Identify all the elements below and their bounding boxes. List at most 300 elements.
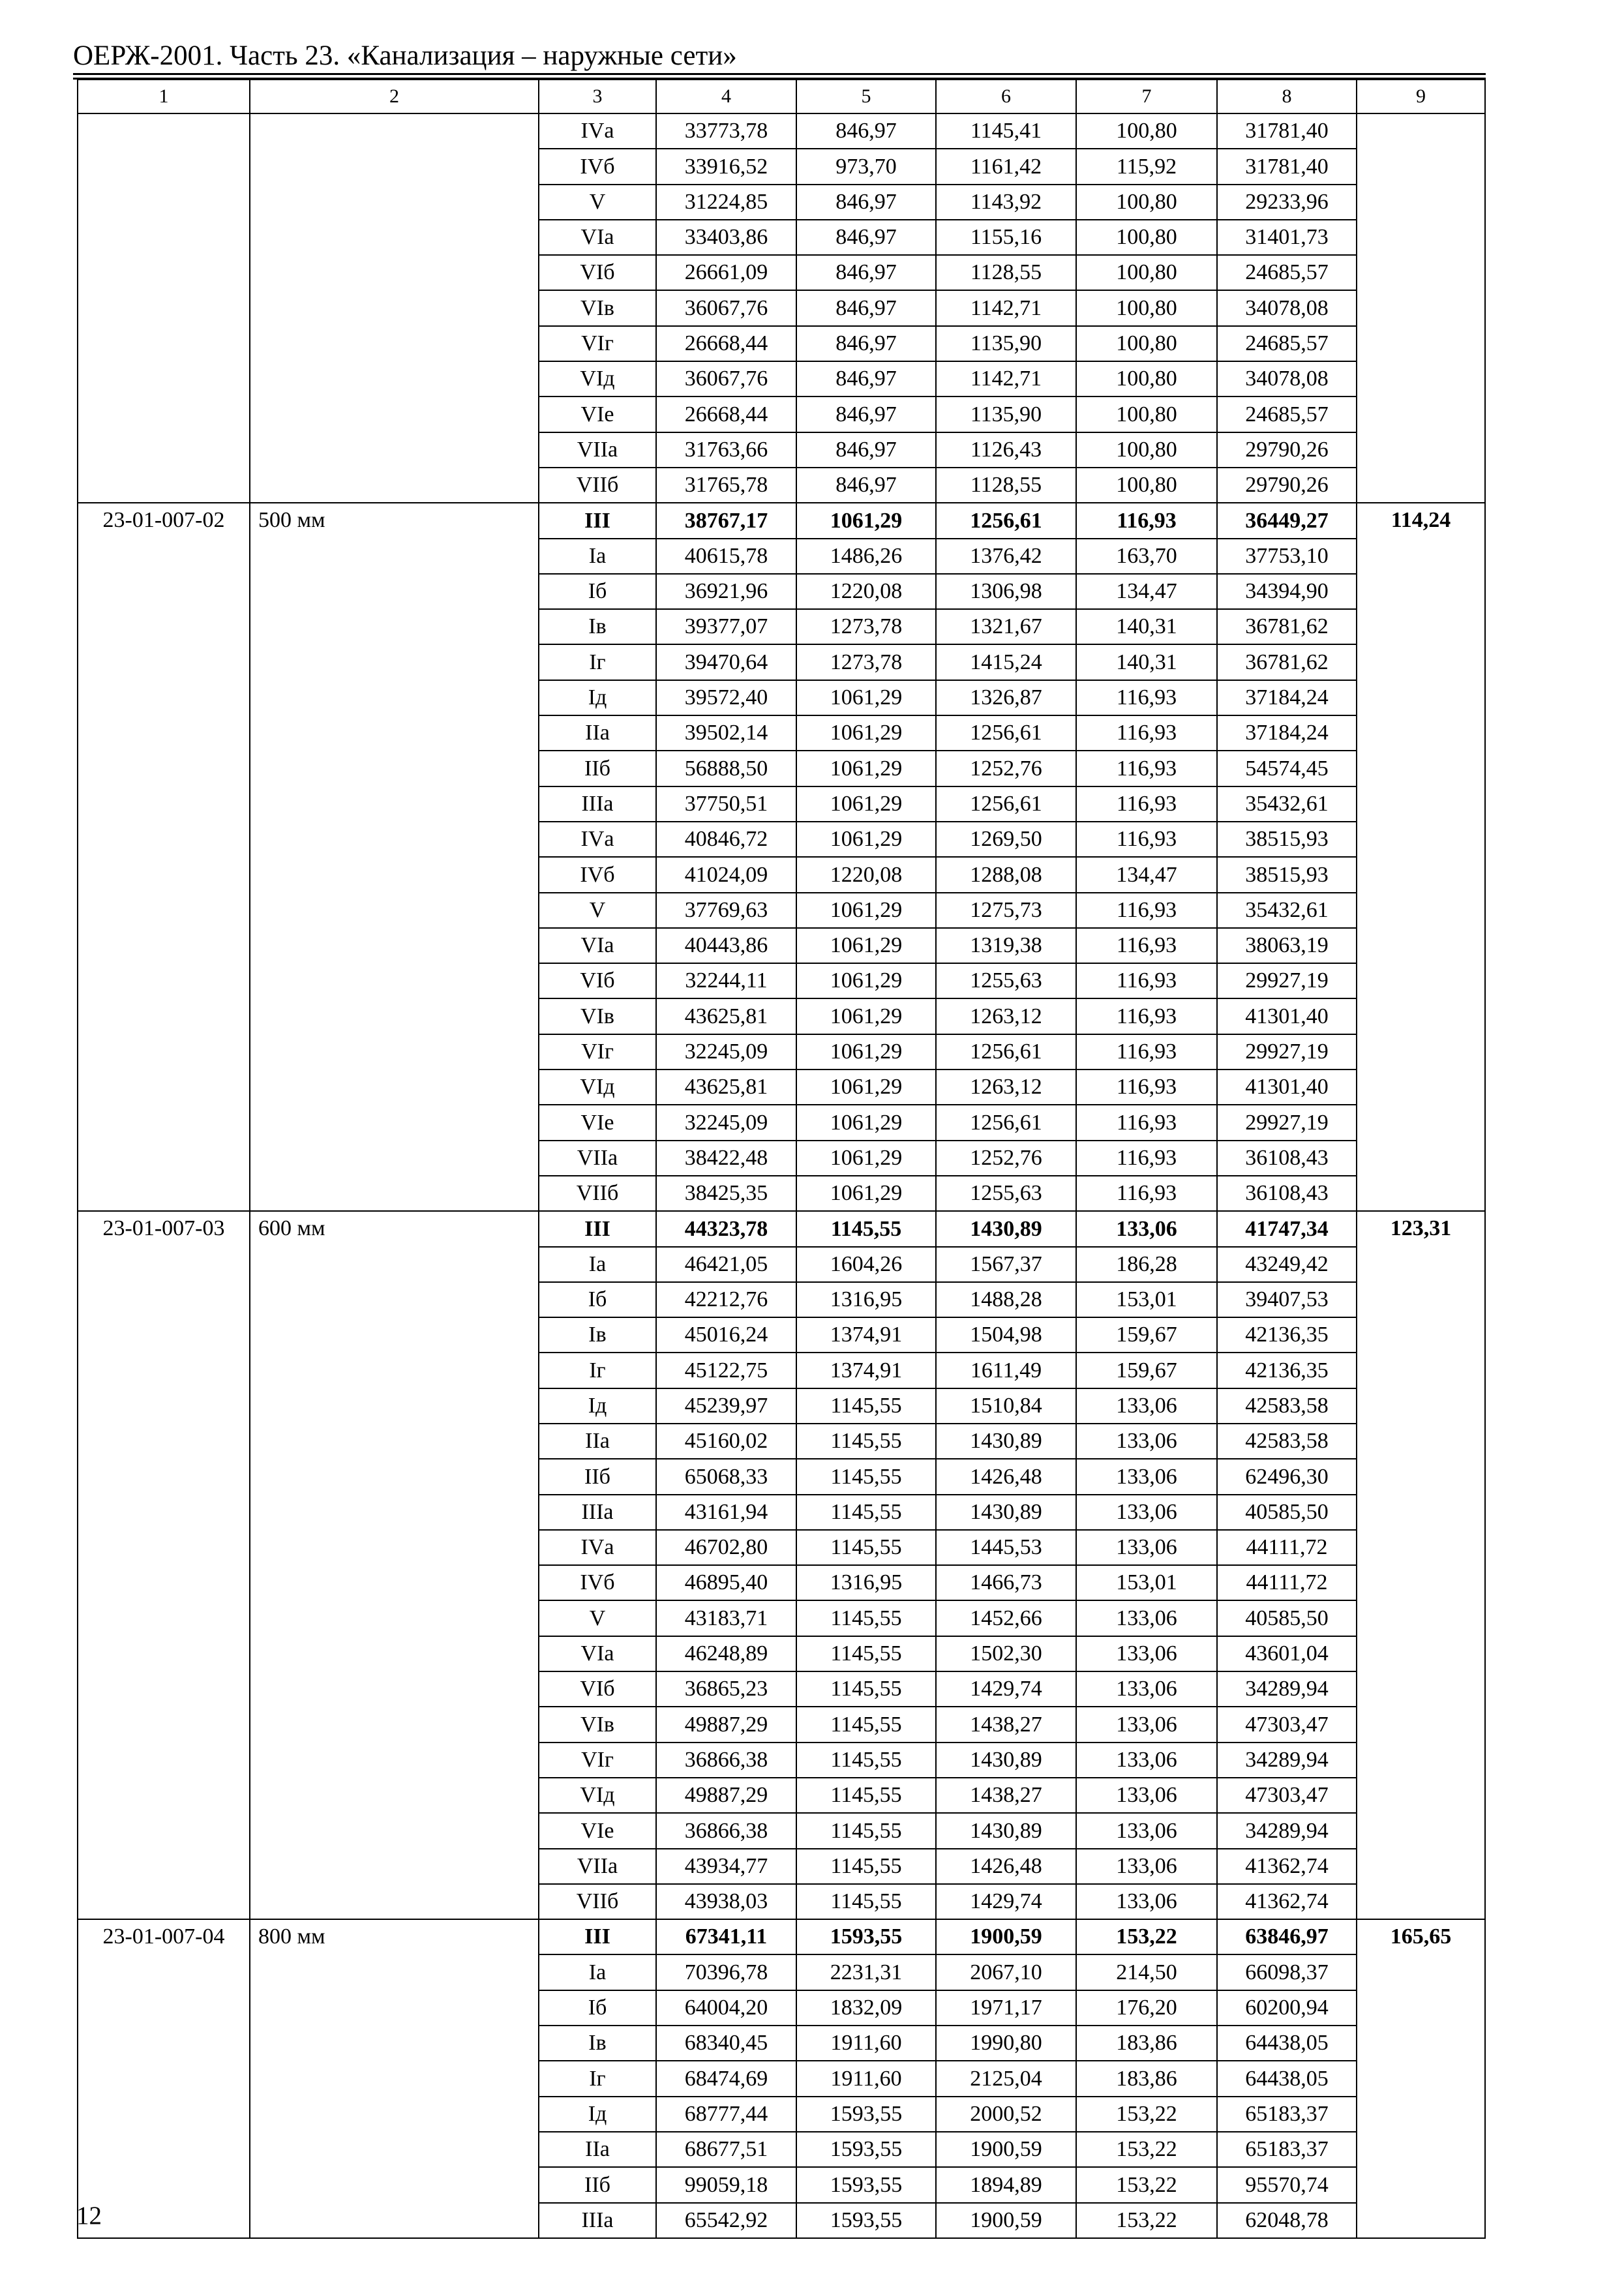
row-value-col4: 39502,14 — [656, 715, 796, 751]
row-value-col8: 31781,40 — [1217, 149, 1357, 184]
column-header: 4 — [656, 80, 796, 113]
row-value-col4: 43938,03 — [656, 1884, 796, 1919]
row-value-col5: 1061,29 — [796, 1141, 936, 1176]
row-value-col5: 1145,55 — [796, 1424, 936, 1459]
row-value-col6: 1376,42 — [936, 539, 1076, 574]
row-category: VIе — [539, 1105, 656, 1140]
row-value-col6: 1306,98 — [936, 574, 1076, 609]
row-value-col6: 2125,04 — [936, 2061, 1076, 2096]
row-category: VIг — [539, 1743, 656, 1778]
column-header: 7 — [1076, 80, 1217, 113]
column-header: 2 — [250, 80, 539, 113]
row-value-col5: 1061,29 — [796, 1034, 936, 1070]
rate-code: 23-01-007-02 — [78, 503, 250, 1211]
row-value-col5: 1145,55 — [796, 1813, 936, 1848]
row-value-col7: 153,22 — [1076, 1919, 1217, 1954]
row-value-col5: 846,97 — [796, 220, 936, 255]
row-value-col4: 45160,02 — [656, 1424, 796, 1459]
column-header: 1 — [78, 80, 250, 113]
rate-code: 23-01-007-03 — [78, 1211, 250, 1919]
row-value-col4: 32245,09 — [656, 1105, 796, 1140]
row-value-col5: 1316,95 — [796, 1282, 936, 1317]
page-number: 12 — [76, 2202, 102, 2230]
row-category: IVа — [539, 1530, 656, 1565]
row-category: IIIа — [539, 1495, 656, 1530]
row-value-col8: 64438,05 — [1217, 2061, 1357, 2096]
labor-cost: 165,65 — [1357, 1919, 1485, 2238]
row-value-col5: 846,97 — [796, 185, 936, 220]
row-category: Iд — [539, 1388, 656, 1424]
row-value-col5: 1316,95 — [796, 1565, 936, 1600]
row-value-col7: 116,93 — [1076, 715, 1217, 751]
row-category: III — [539, 503, 656, 538]
row-value-col6: 1430,89 — [936, 1813, 1076, 1848]
row-value-col6: 1426,48 — [936, 1849, 1076, 1884]
row-value-col5: 1145,55 — [796, 1707, 936, 1742]
table-row — [78, 113, 1485, 149]
table-row — [78, 1211, 1485, 1246]
labor-cost — [1357, 113, 1485, 503]
row-value-col7: 134,47 — [1076, 574, 1217, 609]
row-value-col4: 32245,09 — [656, 1034, 796, 1070]
row-value-col6: 1256,61 — [936, 503, 1076, 538]
row-value-col6: 1256,61 — [936, 715, 1076, 751]
row-value-col4: 49887,29 — [656, 1778, 796, 1813]
row-value-col5: 1911,60 — [796, 2026, 936, 2061]
row-value-col6: 1142,71 — [936, 361, 1076, 396]
row-value-col8: 43601,04 — [1217, 1636, 1357, 1671]
row-value-col7: 116,93 — [1076, 503, 1217, 538]
row-value-col5: 846,97 — [796, 290, 936, 325]
row-value-col8: 34289,94 — [1217, 1813, 1357, 1848]
row-value-col5: 1061,29 — [796, 1070, 936, 1105]
row-value-col8: 34078,08 — [1217, 290, 1357, 325]
column-header: 9 — [1357, 80, 1485, 113]
row-value-col6: 1143,92 — [936, 185, 1076, 220]
row-value-col6: 1288,08 — [936, 857, 1076, 892]
row-value-col8: 31401,73 — [1217, 220, 1357, 255]
row-value-col8: 29790,26 — [1217, 468, 1357, 503]
row-category: VIIб — [539, 468, 656, 503]
row-value-col7: 133,06 — [1076, 1424, 1217, 1459]
row-category: VIг — [539, 326, 656, 361]
row-value-col7: 159,67 — [1076, 1353, 1217, 1388]
row-value-col7: 133,06 — [1076, 1884, 1217, 1919]
row-category: VIв — [539, 998, 656, 1034]
row-value-col4: 37769,63 — [656, 893, 796, 928]
row-value-col5: 1832,09 — [796, 1990, 936, 2026]
row-value-col8: 34289,94 — [1217, 1743, 1357, 1778]
row-value-col4: 26668,44 — [656, 326, 796, 361]
row-value-col5: 846,97 — [796, 326, 936, 361]
row-value-col6: 1611,49 — [936, 1353, 1076, 1388]
row-value-col6: 1510,84 — [936, 1388, 1076, 1424]
row-value-col4: 40615,78 — [656, 539, 796, 574]
row-value-col4: 43625,81 — [656, 1070, 796, 1105]
row-value-col5: 2231,31 — [796, 1954, 936, 1990]
row-category: Iв — [539, 609, 656, 644]
row-category: IIIа — [539, 2203, 656, 2238]
row-value-col6: 2067,10 — [936, 1954, 1076, 1990]
row-value-col8: 37753,10 — [1217, 539, 1357, 574]
row-value-col6: 1263,12 — [936, 1070, 1076, 1105]
row-value-col8: 41301,40 — [1217, 1070, 1357, 1105]
column-header: 6 — [936, 80, 1076, 113]
row-value-col7: 140,31 — [1076, 609, 1217, 644]
row-category: Iб — [539, 1990, 656, 2026]
pipe-diameter: 600 мм — [250, 1211, 539, 1919]
row-value-col4: 31765,78 — [656, 468, 796, 503]
row-value-col5: 846,97 — [796, 113, 936, 149]
row-value-col7: 159,67 — [1076, 1317, 1217, 1353]
row-value-col6: 1429,74 — [936, 1884, 1076, 1919]
row-value-col6: 1326,87 — [936, 680, 1076, 715]
row-value-col7: 133,06 — [1076, 1813, 1217, 1848]
row-value-col5: 846,97 — [796, 361, 936, 396]
row-value-col4: 39470,64 — [656, 644, 796, 680]
row-value-col4: 68677,51 — [656, 2132, 796, 2167]
row-value-col7: 100,80 — [1076, 468, 1217, 503]
row-category: VIд — [539, 361, 656, 396]
table-row — [78, 503, 1485, 538]
row-category: IVа — [539, 822, 656, 857]
row-category: Iг — [539, 1353, 656, 1388]
row-value-col7: 153,22 — [1076, 2097, 1217, 2132]
row-value-col7: 153,22 — [1076, 2132, 1217, 2167]
row-value-col4: 36921,96 — [656, 574, 796, 609]
row-value-col7: 116,93 — [1076, 1034, 1217, 1070]
row-value-col6: 1319,38 — [936, 928, 1076, 963]
row-value-col5: 1061,29 — [796, 893, 936, 928]
row-value-col7: 133,06 — [1076, 1778, 1217, 1813]
row-value-col8: 47303,47 — [1217, 1707, 1357, 1742]
row-category: IVб — [539, 857, 656, 892]
row-value-col8: 66098,37 — [1217, 1954, 1357, 1990]
row-value-col8: 24685,57 — [1217, 255, 1357, 290]
row-value-col8: 35432,61 — [1217, 893, 1357, 928]
row-value-col5: 1061,29 — [796, 680, 936, 715]
row-value-col4: 65068,33 — [656, 1459, 796, 1494]
row-value-col5: 1145,55 — [796, 1600, 936, 1636]
row-value-col6: 1255,63 — [936, 963, 1076, 998]
row-value-col5: 1911,60 — [796, 2061, 936, 2096]
row-value-col6: 1429,74 — [936, 1671, 1076, 1707]
row-value-col6: 1438,27 — [936, 1707, 1076, 1742]
row-value-col4: 70396,78 — [656, 1954, 796, 1990]
row-value-col8: 60200,94 — [1217, 1990, 1357, 2026]
row-category: Iа — [539, 1247, 656, 1282]
row-value-col6: 1415,24 — [936, 644, 1076, 680]
row-value-col7: 100,80 — [1076, 290, 1217, 325]
row-value-col8: 36108,43 — [1217, 1141, 1357, 1176]
row-value-col4: 38767,17 — [656, 503, 796, 538]
row-category: IVа — [539, 113, 656, 149]
row-value-col5: 1604,26 — [796, 1247, 936, 1282]
row-value-col6: 1426,48 — [936, 1459, 1076, 1494]
row-category: III — [539, 1211, 656, 1246]
row-value-col8: 54574,45 — [1217, 751, 1357, 786]
table-row — [78, 1919, 1485, 1954]
row-value-col4: 36067,76 — [656, 361, 796, 396]
row-value-col8: 41362,74 — [1217, 1849, 1357, 1884]
row-value-col6: 1269,50 — [936, 822, 1076, 857]
row-value-col4: 39572,40 — [656, 680, 796, 715]
row-value-col8: 29927,19 — [1217, 1034, 1357, 1070]
row-value-col7: 133,06 — [1076, 1707, 1217, 1742]
row-category: VIв — [539, 290, 656, 325]
row-value-col4: 64004,20 — [656, 1990, 796, 2026]
row-category: Iд — [539, 680, 656, 715]
row-value-col5: 1145,55 — [796, 1495, 936, 1530]
row-value-col8: 37184,24 — [1217, 680, 1357, 715]
row-value-col5: 1593,55 — [796, 2097, 936, 2132]
row-value-col5: 1061,29 — [796, 1105, 936, 1140]
row-value-col7: 133,06 — [1076, 1388, 1217, 1424]
row-value-col4: 31763,66 — [656, 432, 796, 468]
row-value-col6: 1252,76 — [936, 1141, 1076, 1176]
row-value-col8: 42136,35 — [1217, 1353, 1357, 1388]
row-value-col6: 1161,42 — [936, 149, 1076, 184]
row-value-col8: 41301,40 — [1217, 998, 1357, 1034]
row-value-col8: 44111,72 — [1217, 1530, 1357, 1565]
row-value-col8: 24685,57 — [1217, 326, 1357, 361]
row-category: Iг — [539, 644, 656, 680]
row-value-col7: 100,80 — [1076, 361, 1217, 396]
row-value-col5: 1273,78 — [796, 644, 936, 680]
row-value-col6: 1155,16 — [936, 220, 1076, 255]
row-value-col4: 56888,50 — [656, 751, 796, 786]
row-value-col8: 42583,58 — [1217, 1424, 1357, 1459]
row-category: IIа — [539, 2132, 656, 2167]
page-title: ОЕРЖ-2001. Часть 23. «Канализация – наружные сети» — [73, 40, 737, 71]
row-value-col5: 1061,29 — [796, 928, 936, 963]
row-value-col4: 32244,11 — [656, 963, 796, 998]
row-value-col5: 1593,55 — [796, 1919, 936, 1954]
column-header: 8 — [1217, 80, 1357, 113]
row-value-col6: 1255,63 — [936, 1176, 1076, 1211]
row-value-col4: 33403,86 — [656, 220, 796, 255]
row-value-col8: 38515,93 — [1217, 822, 1357, 857]
row-value-col5: 1145,55 — [796, 1849, 936, 1884]
row-category: VIIа — [539, 1849, 656, 1884]
row-value-col7: 100,80 — [1076, 220, 1217, 255]
row-value-col6: 1990,80 — [936, 2026, 1076, 2061]
row-value-col6: 1900,59 — [936, 2203, 1076, 2238]
row-value-col8: 34289,94 — [1217, 1671, 1357, 1707]
row-category: IVб — [539, 1565, 656, 1600]
row-value-col6: 1430,89 — [936, 1495, 1076, 1530]
row-value-col6: 1438,27 — [936, 1778, 1076, 1813]
rate-code: 23-01-007-04 — [78, 1919, 250, 2238]
row-value-col5: 1374,91 — [796, 1353, 936, 1388]
column-header: 3 — [539, 80, 656, 113]
row-value-col8: 37184,24 — [1217, 715, 1357, 751]
row-value-col6: 1567,37 — [936, 1247, 1076, 1282]
row-value-col8: 24685,57 — [1217, 396, 1357, 432]
row-category: VIг — [539, 1034, 656, 1070]
row-value-col7: 100,80 — [1076, 113, 1217, 149]
row-value-col4: 67341,11 — [656, 1919, 796, 1954]
price-table — [77, 79, 1486, 2239]
row-value-col5: 1061,29 — [796, 822, 936, 857]
row-value-col8: 47303,47 — [1217, 1778, 1357, 1813]
row-value-col6: 1135,90 — [936, 326, 1076, 361]
row-value-col4: 36866,38 — [656, 1743, 796, 1778]
row-category: IIа — [539, 1424, 656, 1459]
row-value-col8: 40585,50 — [1217, 1495, 1357, 1530]
row-value-col6: 1971,17 — [936, 1990, 1076, 2026]
labor-cost: 123,31 — [1357, 1211, 1485, 1919]
row-category: VIд — [539, 1778, 656, 1813]
row-value-col5: 846,97 — [796, 255, 936, 290]
rate-code — [78, 113, 250, 503]
row-value-col4: 68777,44 — [656, 2097, 796, 2132]
row-category: Iд — [539, 2097, 656, 2132]
row-value-col4: 36067,76 — [656, 290, 796, 325]
header-rule-top — [73, 73, 1486, 75]
row-value-col8: 42583,58 — [1217, 1388, 1357, 1424]
row-value-col7: 116,93 — [1076, 998, 1217, 1034]
row-value-col8: 29927,19 — [1217, 1105, 1357, 1140]
row-category: IIб — [539, 1459, 656, 1494]
row-value-col7: 100,80 — [1076, 255, 1217, 290]
row-value-col5: 1145,55 — [796, 1388, 936, 1424]
row-category: VIе — [539, 396, 656, 432]
row-value-col7: 115,92 — [1076, 149, 1217, 184]
row-category: III — [539, 1919, 656, 1954]
row-category: VIб — [539, 255, 656, 290]
row-value-col5: 846,97 — [796, 432, 936, 468]
row-category: VIб — [539, 1671, 656, 1707]
row-value-col6: 1452,66 — [936, 1600, 1076, 1636]
row-value-col4: 37750,51 — [656, 786, 796, 822]
row-value-col4: 40443,86 — [656, 928, 796, 963]
row-value-col4: 33773,78 — [656, 113, 796, 149]
row-value-col8: 34078,08 — [1217, 361, 1357, 396]
row-value-col7: 116,93 — [1076, 1105, 1217, 1140]
row-value-col6: 1430,89 — [936, 1424, 1076, 1459]
row-value-col7: 133,06 — [1076, 1530, 1217, 1565]
row-value-col8: 62048,78 — [1217, 2203, 1357, 2238]
row-value-col5: 1145,55 — [796, 1671, 936, 1707]
row-value-col4: 41024,09 — [656, 857, 796, 892]
row-value-col4: 49887,29 — [656, 1707, 796, 1742]
row-value-col7: 133,06 — [1076, 1849, 1217, 1884]
row-value-col6: 1135,90 — [936, 396, 1076, 432]
row-value-col8: 41747,34 — [1217, 1211, 1357, 1246]
row-value-col8: 34394,90 — [1217, 574, 1357, 609]
row-value-col4: 44323,78 — [656, 1211, 796, 1246]
pipe-diameter: 500 мм — [250, 503, 539, 1211]
row-value-col4: 43934,77 — [656, 1849, 796, 1884]
row-category: Iв — [539, 2026, 656, 2061]
row-value-col4: 43183,71 — [656, 1600, 796, 1636]
row-value-col7: 100,80 — [1076, 185, 1217, 220]
row-value-col7: 153,22 — [1076, 2203, 1217, 2238]
row-value-col7: 183,86 — [1076, 2026, 1217, 2061]
row-value-col7: 116,93 — [1076, 1176, 1217, 1211]
row-value-col7: 214,50 — [1076, 1954, 1217, 1990]
row-category: VIд — [539, 1070, 656, 1105]
row-value-col4: 40846,72 — [656, 822, 796, 857]
row-category: Iб — [539, 574, 656, 609]
row-value-col7: 140,31 — [1076, 644, 1217, 680]
row-category: IVб — [539, 149, 656, 184]
row-value-col7: 133,06 — [1076, 1671, 1217, 1707]
row-category: V — [539, 893, 656, 928]
row-value-col8: 44111,72 — [1217, 1565, 1357, 1600]
row-value-col5: 1061,29 — [796, 963, 936, 998]
row-value-col4: 26668,44 — [656, 396, 796, 432]
row-category: VIв — [539, 1707, 656, 1742]
row-value-col4: 46895,40 — [656, 1565, 796, 1600]
row-value-col7: 133,06 — [1076, 1211, 1217, 1246]
row-value-col7: 116,93 — [1076, 963, 1217, 998]
row-value-col8: 95570,74 — [1217, 2167, 1357, 2202]
row-value-col5: 1145,55 — [796, 1778, 936, 1813]
row-value-col4: 42212,76 — [656, 1282, 796, 1317]
row-value-col7: 176,20 — [1076, 1990, 1217, 2026]
row-value-col7: 100,80 — [1076, 326, 1217, 361]
row-category: Iв — [539, 1317, 656, 1353]
row-value-col4: 99059,18 — [656, 2167, 796, 2202]
row-value-col7: 116,93 — [1076, 751, 1217, 786]
row-value-col5: 1220,08 — [796, 857, 936, 892]
row-value-col8: 64438,05 — [1217, 2026, 1357, 2061]
row-value-col4: 26661,09 — [656, 255, 796, 290]
row-value-col4: 31224,85 — [656, 185, 796, 220]
row-value-col7: 186,28 — [1076, 1247, 1217, 1282]
row-value-col5: 1593,55 — [796, 2132, 936, 2167]
row-value-col8: 36108,43 — [1217, 1176, 1357, 1211]
row-value-col4: 43625,81 — [656, 998, 796, 1034]
row-category: IIIа — [539, 786, 656, 822]
row-category: IIб — [539, 2167, 656, 2202]
row-value-col6: 1263,12 — [936, 998, 1076, 1034]
row-category: VIIа — [539, 1141, 656, 1176]
row-value-col7: 116,93 — [1076, 893, 1217, 928]
row-value-col5: 1220,08 — [796, 574, 936, 609]
row-category: VIIб — [539, 1176, 656, 1211]
row-value-col5: 1145,55 — [796, 1743, 936, 1778]
row-value-col7: 116,93 — [1076, 928, 1217, 963]
row-value-col6: 1430,89 — [936, 1743, 1076, 1778]
row-value-col5: 1061,29 — [796, 503, 936, 538]
row-category: V — [539, 185, 656, 220]
row-value-col5: 1593,55 — [796, 2203, 936, 2238]
row-value-col7: 134,47 — [1076, 857, 1217, 892]
row-value-col8: 65183,37 — [1217, 2097, 1357, 2132]
row-value-col7: 153,01 — [1076, 1565, 1217, 1600]
row-value-col8: 29233,96 — [1217, 185, 1357, 220]
row-value-col7: 183,86 — [1076, 2061, 1217, 2096]
row-value-col5: 1145,55 — [796, 1884, 936, 1919]
row-value-col4: 36866,38 — [656, 1813, 796, 1848]
row-value-col8: 65183,37 — [1217, 2132, 1357, 2167]
row-category: VIе — [539, 1813, 656, 1848]
row-value-col6: 1466,73 — [936, 1565, 1076, 1600]
row-value-col4: 46248,89 — [656, 1636, 796, 1671]
row-value-col5: 1145,55 — [796, 1459, 936, 1494]
row-value-col8: 35432,61 — [1217, 786, 1357, 822]
row-value-col6: 1488,28 — [936, 1282, 1076, 1317]
row-value-col6: 1252,76 — [936, 751, 1076, 786]
row-value-col4: 46421,05 — [656, 1247, 796, 1282]
row-category: VIIа — [539, 432, 656, 468]
column-header: 5 — [796, 80, 936, 113]
table-body — [78, 113, 1485, 2238]
row-value-col5: 1145,55 — [796, 1211, 936, 1246]
